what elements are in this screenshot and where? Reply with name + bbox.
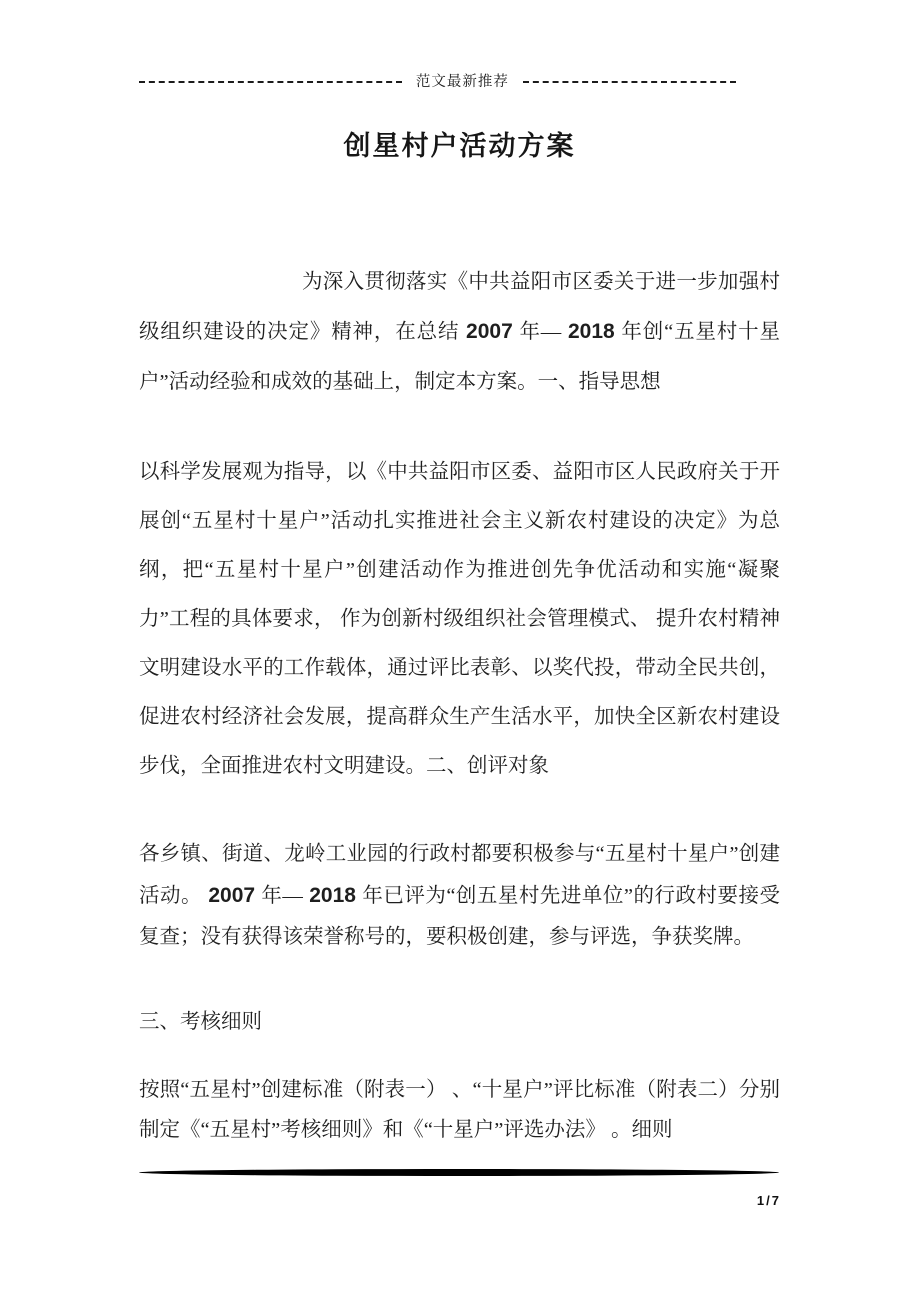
page-header bbox=[139, 73, 736, 91]
paragraph-evaluation-targets bbox=[139, 834, 780, 958]
text-run: 2007 bbox=[459, 320, 520, 343]
paragraph-assessment-rules bbox=[139, 1070, 780, 1150]
page-number: 1/7 bbox=[756, 1193, 781, 1208]
text-run: 年已评为“创五星村先进单位”的行政村要接受复查；没有获得该荣誉称号的，要积极创建，参与评选，争获奖牌。 bbox=[139, 885, 781, 948]
text-run: 2007 bbox=[202, 884, 262, 907]
paragraph-intro bbox=[139, 257, 780, 407]
footer-rule bbox=[139, 1169, 779, 1176]
text-run: 年— bbox=[519, 321, 562, 343]
document-title: 创星村户活动方案 bbox=[343, 131, 576, 161]
header-label: 范文最新推荐 bbox=[415, 74, 509, 90]
section-heading-assessment-rules: 三、考核细则 bbox=[139, 1011, 262, 1033]
text-run: 年创“五星村十星户”活动经验和成效的基础上，制定本方案。一、指导思想 bbox=[139, 321, 781, 393]
text-run: 为深入贯彻落实《中共益阳市区委关于进一步加强村级组织建设的决定》精神，在总结 bbox=[139, 271, 780, 343]
text-run: 2018 bbox=[561, 320, 622, 343]
text-run: 2018 bbox=[302, 884, 363, 907]
header-rule-right bbox=[523, 81, 736, 83]
text-run: 按照“五星村”创建标准（附表一） 、“十星户”评比标准（附表二）分别制定《“五星村”考核细则》和《“十星户”评选办法》 。细则 bbox=[139, 1079, 780, 1141]
paragraph-guiding-ideology bbox=[139, 448, 780, 791]
header-rule-left bbox=[139, 81, 402, 83]
text-run: 年— bbox=[261, 885, 303, 907]
text-run: 以科学发展观为指导，以《中共益阳市区委、益阳市区人民政府关于开展创“五星村十星户”活动扎实推进社会主义新农村建设的决定》为总纲，把“五星村十星户”创建活动作为推进创先争优活动和实施“凝聚力”工程的具体要求， 作为创新村级组织社会管理模式、 提升农村精神文明建设水平的工作载体，通过评比表彰、以奖代投，带动全民共创，促进农村经济社会发展，提高群众生产生活水平，加快全区新农村建设步伐，全面推进农村文明建设。二、创评对象 bbox=[139, 461, 780, 777]
text-run: 各乡镇、街道、龙岭工业园的行政村都要积极参与“五星村十星户”创建活动。 bbox=[139, 843, 780, 907]
